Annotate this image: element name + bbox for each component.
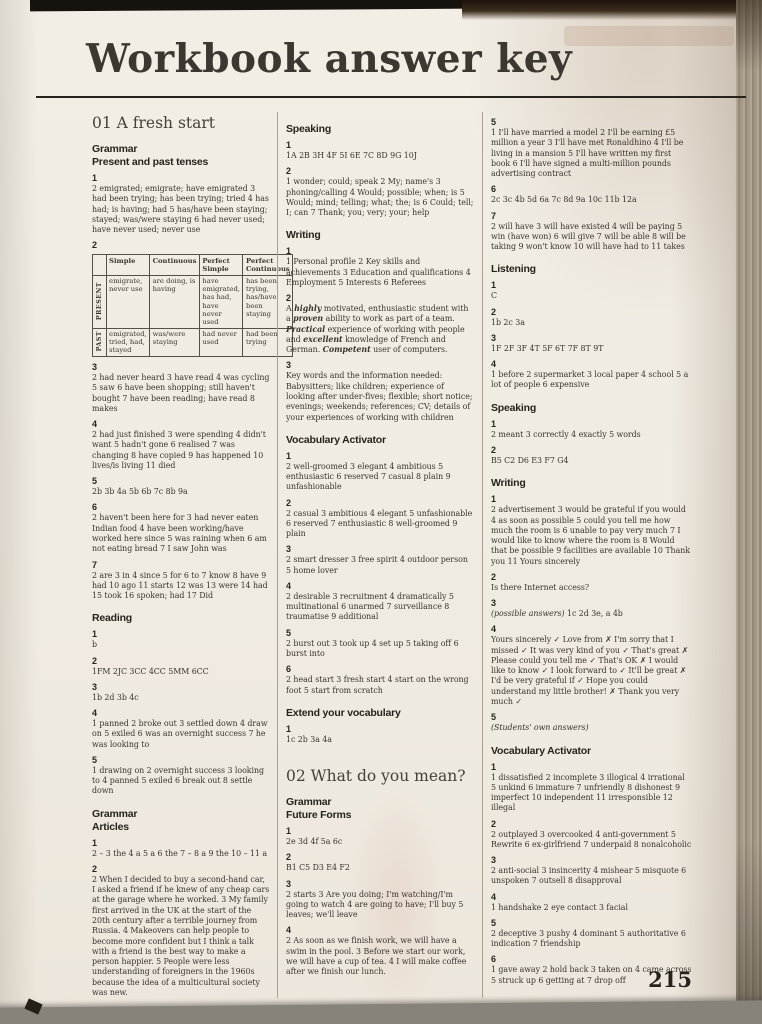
item-number: 5 bbox=[491, 712, 497, 723]
unit-title: 01 A fresh start bbox=[92, 114, 216, 132]
item-number: 3 bbox=[491, 855, 497, 866]
section-heading: Vocabulary Activator bbox=[491, 744, 591, 757]
answer-text: 2 emigrated; emigrate; have emigrated 3 had been trying; has been trying; tried 4 has had; is having; had 5 has/have been staying; stayed; was/were staying 6 had never used; have never used; never use bbox=[92, 184, 269, 235]
answer-text-segment: A bbox=[286, 304, 295, 314]
item-number: 4 bbox=[491, 624, 497, 635]
item-number: 1 bbox=[92, 173, 98, 183]
section-heading: Writing bbox=[286, 229, 321, 242]
section-heading: Writing bbox=[491, 477, 526, 490]
answer-text-segment: Practical bbox=[286, 324, 326, 334]
answer-columns bbox=[92, 112, 692, 998]
answer-text: 2 desirable 3 recruitment 4 dramatically 5 multinational 6 unarmed 7 surveillance 8 traumatise 9 additional bbox=[286, 591, 454, 622]
table-cell: have emigrated, has had, have never used bbox=[199, 275, 243, 328]
answer-text: 2 – 3 the 4 a 5 a 6 the 7 – 8 a 9 the 10 – 11 a bbox=[92, 848, 267, 858]
item-number: 1 bbox=[92, 629, 98, 640]
book-page-edges bbox=[736, 0, 762, 1024]
item-number: 2 bbox=[92, 240, 98, 251]
row-label-text: PAST bbox=[95, 331, 103, 352]
scan-smudge bbox=[564, 26, 734, 46]
answer-text-segment: (Students' own answers) bbox=[491, 723, 589, 733]
answer-text: 1b 2c 3a bbox=[491, 317, 525, 327]
answer-text-segment: knowledge of French and German. bbox=[286, 334, 446, 355]
item-number: 2 bbox=[286, 166, 292, 177]
section-heading: Grammar bbox=[92, 143, 138, 155]
section-heading: Speaking bbox=[491, 401, 537, 414]
answer-text: Is there Internet access? bbox=[491, 582, 590, 592]
section-heading: Speaking bbox=[286, 123, 332, 135]
answer-text: 2 had never heard 3 have read 4 was cycling 5 saw 6 have been shopping; still haven't bought 7 have been reading; have read 8 makes bbox=[92, 373, 270, 413]
answer-text: 2 are 3 in 4 since 5 for 6 to 7 know 8 have 9 had 10 ago 11 starts 12 was 13 were 14 had 15 took 16 spoken; had 17 Did bbox=[92, 570, 268, 601]
item-number: 4 bbox=[491, 359, 497, 370]
item-number: 5 bbox=[491, 917, 497, 928]
item-number: 3 bbox=[286, 544, 292, 555]
answer-text: 2b 3b 4a 5b 6b 7c 8b 9a bbox=[92, 487, 188, 497]
section-heading: Future Forms bbox=[286, 809, 352, 822]
column-middle bbox=[277, 112, 482, 998]
table-cell: are doing, is having bbox=[150, 275, 200, 328]
table-row bbox=[93, 275, 293, 328]
answer-text-segment: user of computers. bbox=[370, 345, 448, 355]
item-number: 3 bbox=[92, 362, 98, 373]
answer-text-segment: motivated, enthusiastic student with a bbox=[286, 304, 469, 324]
item-number: 2 bbox=[286, 293, 292, 304]
table-header: Simple bbox=[106, 255, 150, 275]
item-number: 4 bbox=[92, 708, 98, 719]
answer-text: 1FM 2JC 3CC 4CC 5MM 6CC bbox=[92, 666, 209, 676]
item-number: 5 bbox=[92, 754, 98, 765]
answer-text: b bbox=[92, 640, 98, 650]
answer-text: 1 before 2 supermarket 3 local paper 4 school 5 a lot of people 6 expensive bbox=[491, 370, 689, 390]
item-number: 7 bbox=[92, 559, 98, 570]
answer-text: 2 head start 3 fresh start 4 start on the wrong foot 5 start from scratch bbox=[286, 675, 469, 695]
item-number: 1 bbox=[286, 723, 292, 734]
answer-text: 1 wonder; could; speak 2 My; name's 3 phoning/calling 4 Would; possible; when; is 5 Would; mind; telling; what; the; is 6 Could; tell; I; can 7 Thank; you; very; your; help bbox=[286, 177, 474, 218]
page-title: Workbook answer key bbox=[86, 36, 573, 82]
section-heading: Reading bbox=[92, 612, 133, 625]
item-number: 2 bbox=[92, 655, 98, 666]
answer-text: 1A 2B 3H 4F 5I 6E 7C 8D 9G 10J bbox=[286, 151, 417, 160]
item-number: 5 bbox=[286, 627, 292, 638]
item-number: 3 bbox=[491, 598, 497, 609]
item-number: 2 bbox=[491, 818, 497, 829]
answer-text: 1 handshake 2 eye contact 3 facial bbox=[491, 902, 628, 912]
item-number: 1 bbox=[491, 761, 497, 772]
answer-text: 2 When I decided to buy a second-hand car, I asked a friend if he knew of any cheap cars at the garage where he worked. 3 My family first arrived in the UK at the start of the 20th century after a terrible journey from Russia. 4 Makeovers can help people to become more confident but I think a talk with a friend is the best way to make a person happier. 5 People were less understanding of foreigners in the 1960s because the idea of a multicultural society was new. bbox=[92, 874, 270, 997]
answer-text: 2 well-groomed 3 elegant 4 ambitious 5 enthusiastic 6 reserved 7 casual 8 plain 9 unfashionable bbox=[286, 461, 451, 492]
answer-text: 2 meant 3 correctly 4 exactly 5 words bbox=[491, 429, 641, 439]
item-number: 4 bbox=[491, 891, 497, 902]
table-header: Perfect Continuous bbox=[243, 255, 293, 275]
answer-text: 1 drawing on 2 overnight success 3 looking to 4 panned 5 exiled 6 break out 8 settle down bbox=[92, 765, 265, 796]
item-number: 3 bbox=[286, 360, 292, 371]
section-heading: Listening bbox=[491, 263, 536, 276]
answer-text: 2 anti-social 3 insincerity 4 mishear 5 misquote 6 unspoken 7 outsell 8 disapproval bbox=[491, 866, 687, 886]
item-number: 1 bbox=[286, 140, 292, 150]
title-rule bbox=[36, 96, 746, 98]
answer-text-segment: excellent bbox=[303, 334, 343, 344]
answer-text-segment: proven bbox=[293, 314, 324, 324]
answer-text: B1 C5 D3 E4 F2 bbox=[286, 863, 350, 873]
item-number: 4 bbox=[286, 580, 292, 591]
table-header bbox=[93, 255, 107, 275]
answer-text: 2 outplayed 3 overcooked 4 anti-government 5 Rewrite 6 ex-girlfriend 7 underpaid 8 nonalcoholic bbox=[491, 829, 692, 849]
answer-text: 2 smart dresser 3 free spirit 4 outdoor person 5 home lover bbox=[286, 555, 468, 575]
answer-text bbox=[491, 609, 692, 619]
answer-text: 1c 2b 3a 4a bbox=[286, 734, 332, 744]
item-number: 2 bbox=[491, 571, 497, 582]
row-label bbox=[93, 328, 107, 356]
answer-text: B5 C2 D6 E3 F7 G4 bbox=[491, 455, 569, 465]
answer-text: 1b 2d 3b 4c bbox=[92, 692, 139, 702]
item-number: 6 bbox=[491, 184, 497, 195]
answer-text: 1 dissatisfied 2 incomplete 3 illogical 4 irrational 5 unkind 6 immature 7 unfriendly 8 dishonest 9 imperfect 10 independent 11 irresponsible 12 illegal bbox=[491, 772, 685, 813]
answer-text: 1 I'll have married a model 2 I'll be earning £5 million a year 3 I'll have met Ronaldhino 4 I'll be living in a mansion 5 I'll have written my first book 6 I'll have signed a multi-million pounds advertising contract bbox=[491, 128, 684, 179]
answer-text-segment: (possible answers) bbox=[491, 609, 565, 619]
answer-text bbox=[491, 723, 692, 733]
item-number: 7 bbox=[491, 210, 497, 221]
answer-text: 2e 3d 4f 5a 6c bbox=[286, 837, 343, 847]
item-number: 1 bbox=[92, 837, 98, 848]
section-heading: Grammar bbox=[286, 796, 332, 809]
answer-text: C bbox=[491, 291, 497, 301]
answer-text bbox=[286, 304, 475, 355]
section-heading: Grammar bbox=[92, 807, 138, 820]
item-number: 2 bbox=[286, 497, 292, 508]
table-cell: emigrate, never use bbox=[106, 275, 150, 328]
answer-text: 2 casual 3 ambitious 4 elegant 5 unfashionable 6 reserved 7 enthusiastic 8 well-groomed 9 plain bbox=[286, 508, 473, 539]
item-number: 5 bbox=[92, 476, 98, 487]
item-number: 5 bbox=[491, 117, 497, 127]
answer-text: 2 had just finished 3 were spending 4 didn't want 5 hadn't gone 6 realised 7 was changing 8 have copied 9 has happened 10 lives/is living 11 died bbox=[92, 430, 266, 470]
answer-text-segment: highly bbox=[294, 304, 322, 314]
answer-text: 2c 3c 4b 5d 6a 7c 8d 9a 10c 11b 12a bbox=[491, 195, 637, 205]
answer-text: 1 gave away 2 hold back 3 taken on 4 came across 5 struck up 6 getting at 7 drop off bbox=[491, 965, 692, 985]
table-header: Continuous bbox=[150, 255, 200, 275]
section-heading: Present and past tenses bbox=[92, 156, 209, 168]
column-right bbox=[482, 112, 692, 998]
item-number: 6 bbox=[491, 954, 497, 965]
scan-edge-bottom bbox=[0, 1000, 762, 1024]
table-row bbox=[93, 328, 293, 356]
table-header-row bbox=[93, 255, 293, 275]
item-number: 6 bbox=[92, 502, 98, 513]
item-number: 1 bbox=[491, 418, 497, 429]
table-cell: had been trying bbox=[243, 328, 293, 356]
table-header: Perfect Simple bbox=[199, 255, 243, 275]
answer-text: 2 burst out 3 took up 4 set up 5 taking off 6 burst into bbox=[286, 638, 459, 658]
item-number: 2 bbox=[491, 306, 497, 317]
answer-text: 1F 2F 3F 4T 5F 6T 7F 8T 9T bbox=[491, 343, 604, 353]
answer-text: 2 starts 3 Are you doing; I'm watching/I'm going to watch 4 are going to have; I'll buy 5 leaves; we'll leave bbox=[286, 889, 464, 920]
answer-text-segment: ability to work as part of a team. bbox=[323, 314, 455, 324]
section-heading: Extend your vocabulary bbox=[286, 706, 401, 719]
item-number: 6 bbox=[286, 664, 292, 675]
section-heading: Articles bbox=[92, 820, 129, 833]
answer-text: 2 will have 3 will have existed 4 will be paying 5 win (have won) 6 will give 7 will be able 8 will be taking 9 won't know 10 will have had to 11 takes bbox=[491, 221, 686, 252]
item-number: 1 bbox=[491, 494, 497, 505]
item-number: 1 bbox=[286, 450, 292, 461]
answer-text: Key words and the information needed: Babysitters; like children; experience of looking after under-fives; flexible; short notice; evenings; weekends; references; CV; details of your experiences of working with children bbox=[286, 371, 473, 422]
answer-text: 2 deceptive 3 pushy 4 dominant 5 authoritative 6 indication 7 friendship bbox=[491, 928, 686, 949]
table-cell: was/were staying bbox=[150, 328, 200, 356]
item-number: 3 bbox=[92, 681, 98, 692]
answer-text: 2 advertisement 3 would be grateful if you would 4 as soon as possible 5 could you tell me how much the room is 6 unable to pay very much 7 I would like to know where the room is 8 Would that be possible 9 facilities are available 10 Thank you 11 Yours sincerely bbox=[491, 505, 690, 566]
scan-edge-top bbox=[30, 0, 470, 11]
tense-table bbox=[92, 254, 293, 357]
answer-text: 2 haven't been here for 3 had never eaten Indian food 4 have been working/have worked here since 5 was raining when 6 am not eating bread 7 I saw John was bbox=[92, 513, 267, 554]
page-number: 215 bbox=[648, 967, 692, 992]
answer-text-segment: Competent bbox=[322, 345, 371, 355]
item-number: 1 bbox=[286, 246, 292, 257]
item-number: 4 bbox=[92, 419, 98, 430]
answer-text-segment: experience of working with people and bbox=[286, 324, 465, 344]
row-label bbox=[93, 275, 107, 328]
scan-edge-top-right bbox=[462, 0, 762, 20]
answer-text: 1 panned 2 broke out 3 settled down 4 draw on 5 exiled 6 was an overnight success 7 he was looking to bbox=[92, 719, 268, 749]
item-number: 2 bbox=[491, 444, 497, 455]
row-label-text: PRESENT bbox=[95, 281, 103, 320]
column-left bbox=[92, 112, 290, 998]
item-number: 3 bbox=[286, 878, 292, 889]
table-cell: had never used bbox=[199, 328, 243, 356]
item-number: 3 bbox=[491, 332, 497, 343]
section-heading: Vocabulary Activator bbox=[286, 433, 386, 446]
answer-text: 1 Personal profile 2 Key skills and achievements 3 Education and qualifications 4 Employment 5 Interests 6 Referees bbox=[286, 257, 471, 287]
item-number: 4 bbox=[286, 925, 292, 936]
item-number: 2 bbox=[92, 863, 98, 874]
answer-text: 2 As soon as we finish work, we will have a swim in the pool. 3 Before we start our work, we will have a cup of tea. 4 I will make coffee after we finish our lunch. bbox=[286, 936, 467, 977]
table-cell: emigrated, tried, had, stayed bbox=[106, 328, 150, 356]
answer-text: Yours sincerely ✓ Love from ✗ I'm sorry that I missed ✓ It was very kind of you ✓ That's great ✗ Please could you tell me ✓ That's OK ✗ I would like to know ✓ I look forward to ✓ It'll be great ✗ I'd be very grateful if ✓ Hope you could understand my little brother! ✗ Thank you very much ✓ bbox=[491, 635, 689, 706]
table-cell: has been trying, has/have been staying bbox=[243, 275, 293, 328]
item-number: 1 bbox=[286, 826, 292, 837]
unit-title: 02 What do you mean? bbox=[286, 767, 466, 786]
item-number: 2 bbox=[286, 852, 292, 863]
item-number: 1 bbox=[491, 280, 497, 291]
answer-text-segment: 1c 2d 3e, a 4b bbox=[564, 609, 623, 619]
